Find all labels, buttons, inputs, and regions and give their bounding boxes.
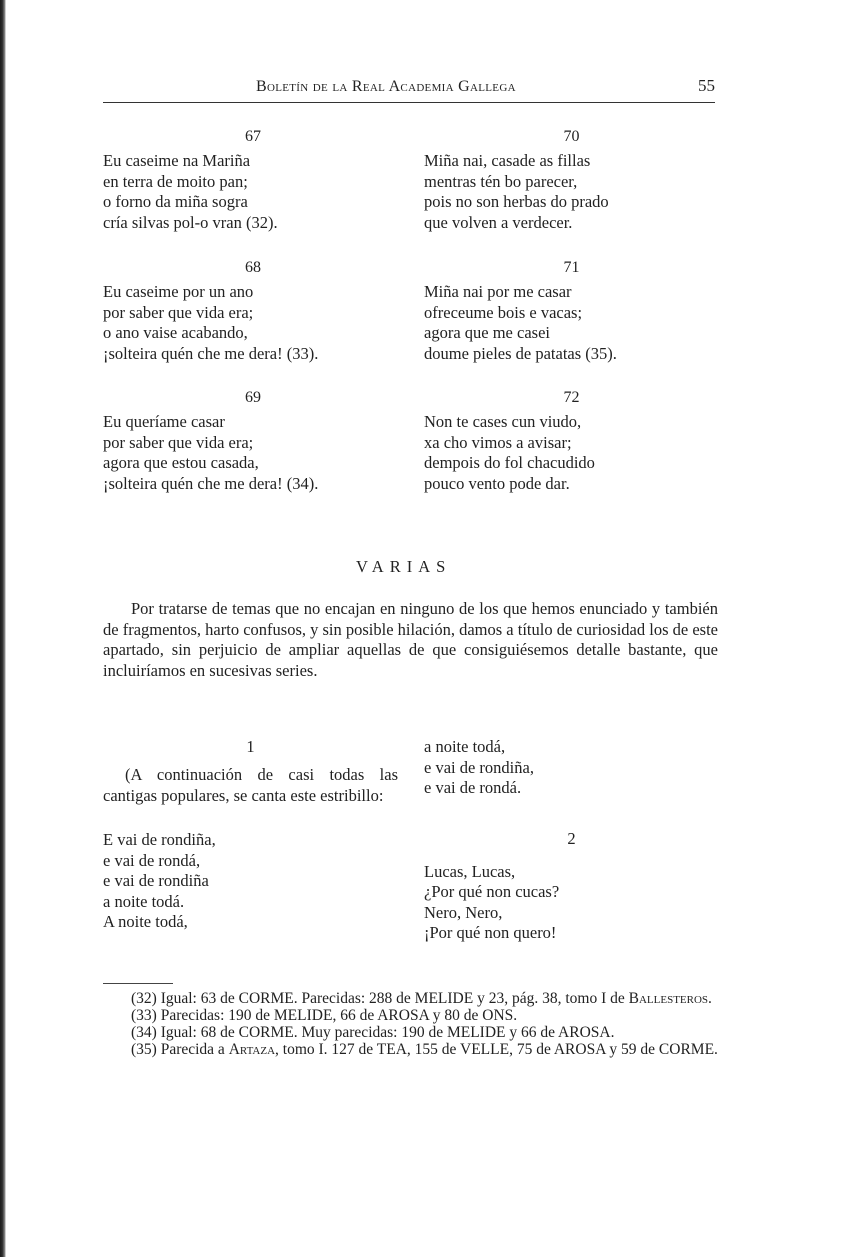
poem-line: agora que estou casada, [103,453,259,472]
footnote-tail: . [708,990,712,1007]
poem-number: 2 [567,828,576,848]
footnote [103,990,720,1007]
footnote-author: Ballesteros [628,990,709,1007]
footnote-mark: (35) [131,1041,157,1058]
footnote-text: Parecida a [160,1041,229,1058]
poem-71 [424,258,719,364]
poem-line: e vai de rondá, [103,850,201,870]
poem-line: e vai de rondá. [424,778,522,797]
footnotes [103,990,720,1058]
refrain [103,830,398,933]
footnote [103,1024,720,1041]
footnote [103,1007,720,1024]
poem-line: ofreceume bois e vacas; [424,302,583,322]
poem-line: e vai de rondiña, [424,757,534,777]
poem-line: por saber que vida era; [103,302,254,322]
poem-line: Miña nai, casade as fillas [424,151,591,170]
varias-right-column [424,737,719,944]
poem-line: o forno da miña sogra [103,192,248,211]
poem-number: 69 [245,389,261,406]
poem-line: agora que me casei [424,323,550,342]
poem-line: A noite todá, [103,912,188,931]
poem-line: Lucas, Lucas, [424,861,516,881]
poem-69 [103,388,403,494]
footnote-text: Igual: 63 de CORME. Parecidas: 288 de MELIDE y 23, pág. 38, tomo I de [160,990,629,1007]
poem-number: 71 [563,259,580,276]
footnote-mark: (34) [131,1024,157,1041]
poem-number: 1 [246,737,255,756]
running-header [103,74,715,103]
footnote-mark: (32) [131,990,157,1007]
poem-70 [424,127,719,233]
footnote-text: Igual: 68 de CORME. Muy parecidas: 190 de MELIDE y 66 de AROSA. [160,1024,615,1041]
poem-line: mentras tén bo parecer, [424,171,578,191]
poem-72 [424,388,719,494]
poem-line: doume pieles de patatas (35). [424,343,617,363]
poem-line: Non te cases cun viudo, [424,412,582,431]
poem-number: 70 [563,128,580,145]
poem-line: que volven a verdecer. [424,212,573,232]
footnote-author: Artaza [228,1041,276,1058]
poem-line: a noite todá. [103,891,185,911]
poem-line: Eu caseime na Mariña [103,151,251,170]
intro-paragraph: Por tratarse de temas que no encajan en ninguno de los que hemos enunciado y también de fragmentos, harto confusos, y sin posible hilación, damos a título de curiosidad los de este apartado, sin perjuicio de ampliar aquellas de que consiguiésemos detalle bastante, que incluiríamos en sucesivas series. [103,599,718,681]
journal-title: Boletín de la Real Academia Gallega [256,78,516,95]
poem-68 [103,258,403,364]
poem-line: dempois do fol chacudido [424,453,595,472]
varias-1 [103,737,398,933]
section-title: VARIAS [356,557,452,576]
poem-line: o ano vaise acabando, [103,323,248,342]
poem-line: ¡solteira quén che me dera! (33). [103,343,319,363]
poem-line: xa cho vimos a avisar; [424,432,572,452]
poem-line: Eu queríame casar [103,412,225,431]
poem-line: cría silvas pol-o vran (32). [103,212,278,232]
poem-note: (A continuación de casi todas las cantigas populares, se canta este estribillo: [103,765,398,805]
poem-line: Eu caseime por un ano [103,282,254,301]
poem-line: pois no son herbas do prado [424,192,609,211]
footnote-text: Parecidas: 190 de MELIDE, 66 de AROSA y 80 de ONS. [160,1007,518,1024]
poem-line: a noite todá, [424,737,506,756]
poem-line: ¿Por qué non cucas? [424,882,560,901]
footnote-tail: , tomo I. 127 de TEA, 155 de VELLE, 75 de AROSA y 59 de CORME. [275,1041,718,1058]
page-number: 55 [698,76,715,95]
poem-number: 72 [563,389,580,406]
poem-number: 68 [245,259,261,276]
footnote [103,1041,720,1058]
poem-line: pouco vento pode dar. [424,473,570,493]
poem-67 [103,127,403,233]
footnote-divider [103,983,173,984]
footnote-mark: (33) [131,1007,157,1024]
section-intro [103,599,718,682]
poem-line: en terra de moito pan; [103,171,248,191]
poem-line: por saber que vida era; [103,432,254,452]
poem-line: ¡solteira quén che me dera! (34). [103,473,319,493]
poem-line: ¡Por qué non quero! [424,923,557,942]
poem-line: e vai de rondiña [103,871,209,890]
poem-line: Miña nai por me casar [424,282,572,301]
scan-edge [0,0,6,1257]
poem-line: E vai de rondiña, [103,830,216,849]
poem-number: 67 [245,128,261,145]
poem-line: Nero, Nero, [424,902,503,922]
